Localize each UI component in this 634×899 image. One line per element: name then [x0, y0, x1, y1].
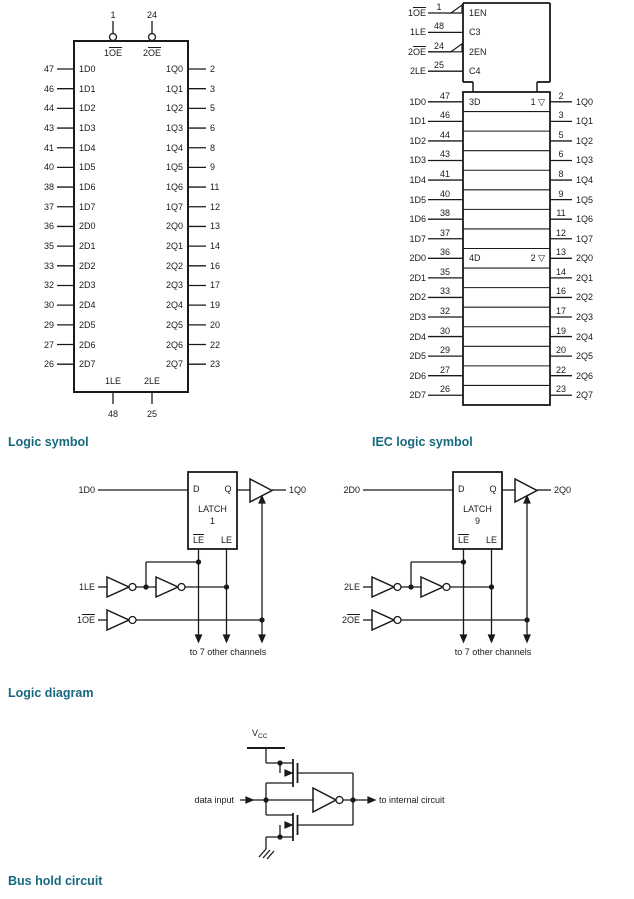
control-inner-label: C3 — [469, 27, 481, 38]
latch-name-label: LATCH — [463, 504, 492, 514]
pin-number: 32 — [439, 305, 451, 316]
latch-lebar-label: $\overline{LE}$ — [457, 535, 470, 545]
data-output-label: 1Q2 — [165, 103, 183, 114]
pin-number: 29 — [439, 345, 451, 356]
latch-le-label: LE — [485, 535, 498, 545]
pin-number: 17 — [210, 280, 221, 291]
le-input-label: 2LE — [343, 582, 360, 592]
pin-number: 43 — [43, 123, 54, 134]
pin-number: 6 — [558, 149, 564, 160]
data-output-label: 2Q0 — [576, 253, 594, 264]
control-input-label: 1LE — [409, 27, 426, 38]
pin-number: 2 — [558, 90, 564, 101]
tristate-output-label: 1 ▽ — [530, 96, 545, 107]
pin-number: 37 — [439, 227, 451, 238]
control-inner-label: 1EN — [469, 8, 487, 18]
data-input-label: 1D7 — [79, 201, 96, 212]
latch-le-label: LE — [220, 535, 233, 545]
data-input-label: 1D2 — [79, 103, 96, 114]
data-input-label: 1D3 — [409, 155, 426, 166]
top-pin-number: 24 — [146, 10, 158, 20]
data-input-label: 1D3 — [79, 123, 96, 134]
pin-number: 40 — [439, 188, 451, 199]
data-input-label: 1D6 — [79, 182, 96, 193]
data-output-label: 1Q1 — [165, 83, 183, 94]
and-dependency-label: 3D — [469, 96, 481, 107]
bus-hold-circuit-heading: Bus hold circuit — [8, 874, 103, 888]
pin-number: 47 — [439, 90, 451, 101]
pin-number: 9 — [558, 188, 564, 199]
data-output-label: 1Q6 — [576, 214, 594, 225]
pin-number: 9 — [210, 162, 216, 173]
data-output-label: 1Q1 — [576, 116, 594, 127]
data-input-label: 2D3 — [409, 311, 426, 322]
oe-input-label: $1\overline{OE}$ — [76, 615, 95, 625]
pin-number: 5 — [210, 103, 216, 114]
pin-number: 35 — [43, 241, 54, 252]
pin-number: 27 — [439, 364, 451, 375]
data-input-label: 1D5 — [409, 194, 426, 205]
pin-number: 3 — [558, 110, 564, 121]
data-input-label: 1D5 — [79, 162, 96, 173]
data-output-label: 1Q3 — [576, 155, 594, 166]
latch-number-label: 9 — [474, 516, 481, 526]
and-dependency-label: 4D — [469, 253, 481, 264]
pin-number: 46 — [439, 110, 451, 121]
bottom-pin-number: 48 — [107, 409, 119, 419]
latch-d-label: D — [458, 484, 465, 494]
internal-circuit-label: to internal circuit — [379, 795, 445, 805]
data-output-label: 1Q4 — [576, 175, 594, 186]
data-output-label: 2Q0 — [165, 221, 183, 232]
pin-number: 47 — [43, 64, 54, 74]
iec-logic-symbol-heading: IEC logic symbol — [372, 435, 473, 449]
le-pin-label: 2LE — [143, 376, 161, 386]
data-output-label: 2Q7 — [165, 359, 183, 370]
pin-number: 43 — [439, 149, 451, 160]
oe-pin-label: $2\overline{OE}$ — [142, 48, 162, 58]
control-input-label: 2LE — [409, 66, 426, 77]
data-output-label: 2Q4 — [165, 300, 183, 311]
data-input-label: 1D1 — [79, 83, 96, 94]
data-output-label: 1Q6 — [165, 182, 183, 193]
data-output-label: 2Q3 — [165, 280, 183, 291]
latch-number-label: 1 — [209, 516, 216, 526]
pin-number: 6 — [210, 123, 216, 134]
data-input-label: 1D1 — [409, 116, 426, 127]
data-input-label: 2D7 — [79, 359, 96, 370]
le-input-label: 1LE — [78, 582, 95, 592]
pin-number: 44 — [43, 103, 54, 114]
data-input-label: 1D0 — [79, 64, 96, 74]
data-input-label: 2D3 — [79, 280, 96, 291]
latch-q-label: Q — [489, 484, 497, 494]
logic-diagram-heading: Logic diagram — [8, 686, 94, 700]
pin-number: 8 — [210, 142, 216, 153]
data-output-label: 1Q3 — [165, 123, 183, 134]
latch-name-label: LATCH — [198, 504, 227, 514]
control-input-label: $1\overline{OE}$ — [407, 8, 426, 18]
data-output-label: 1Q2 — [576, 135, 594, 146]
tristate-output-label: 2 ▽ — [530, 253, 545, 264]
pin-number: 20 — [555, 345, 567, 356]
data-output-label: 2Q1 — [165, 241, 183, 252]
pin-number: 48 — [433, 21, 445, 32]
pin-number: 38 — [439, 208, 451, 219]
pin-number: 36 — [43, 221, 54, 232]
other-channels-note: to 7 other channels — [189, 647, 267, 657]
oe-input-label: $2\overline{OE}$ — [341, 615, 360, 625]
pin-number: 27 — [43, 339, 54, 350]
pin-number: 29 — [43, 319, 54, 330]
data-input-label: 2D6 — [79, 339, 96, 350]
pin-number: 30 — [43, 300, 54, 311]
pin-number: 11 — [210, 182, 220, 193]
pin-number: 33 — [43, 260, 54, 271]
pin-number: 19 — [210, 300, 221, 311]
pin-number: 22 — [210, 339, 221, 350]
pin-number: 16 — [555, 286, 567, 297]
pin-number: 12 — [210, 201, 221, 212]
data-input-label: 2D4 — [79, 300, 96, 311]
pin-number: 37 — [43, 201, 54, 212]
pin-number: 13 — [555, 247, 567, 258]
vcc-label: $V_{CC}$ — [252, 728, 268, 740]
data-output-label: 2Q6 — [576, 370, 594, 381]
pin-number: 33 — [439, 286, 451, 297]
pin-number: 41 — [43, 142, 54, 153]
data-input-label: 2D5 — [409, 351, 426, 362]
pin-number: 30 — [439, 325, 451, 336]
bottom-pin-number: 25 — [146, 409, 158, 419]
data-input-label: 1D6 — [409, 214, 426, 225]
pin-number: 8 — [558, 169, 564, 180]
latch-data-in-label: 1D0 — [78, 485, 95, 495]
pin-number: 24 — [433, 40, 445, 51]
data-input-label: 2D4 — [409, 331, 426, 342]
data-output-label: 2Q5 — [165, 319, 183, 330]
other-channels-note: to 7 other channels — [454, 647, 532, 657]
data-input-label: 1D0 — [409, 96, 426, 107]
data-input-label: 2D2 — [409, 292, 426, 303]
latch-q-label: Q — [224, 484, 232, 494]
pin-number: 16 — [210, 260, 221, 271]
pin-number: 1 — [436, 2, 442, 12]
control-inner-label: 2EN — [469, 46, 487, 57]
pin-number: 11 — [556, 208, 566, 219]
data-input-label: 1D4 — [79, 142, 96, 153]
pin-number: 2 — [210, 64, 216, 74]
pin-number: 25 — [433, 60, 445, 71]
data-output-label: 1Q5 — [165, 162, 183, 173]
pin-number: 14 — [210, 241, 221, 252]
data-output-label: 2Q6 — [165, 339, 183, 350]
pin-number: 41 — [439, 169, 451, 180]
data-input-label: data input — [194, 795, 234, 805]
control-inner-label: C4 — [469, 66, 481, 77]
data-input-label: 2D1 — [409, 272, 426, 283]
pin-number: 26 — [43, 359, 54, 370]
logic-symbol-heading: Logic symbol — [8, 435, 89, 449]
latch-d-label: D — [193, 484, 200, 494]
pin-number: 5 — [558, 129, 564, 140]
latch-data-out-label: 1Q0 — [289, 485, 307, 495]
latch-data-in-label: 2D0 — [343, 485, 360, 495]
data-output-label: 2Q2 — [576, 292, 594, 303]
data-input-label: 2D5 — [79, 319, 96, 330]
data-input-label: 2D7 — [409, 390, 426, 401]
pin-number: 13 — [210, 221, 221, 232]
data-output-label: 2Q3 — [576, 311, 594, 322]
pin-number: 14 — [555, 266, 567, 277]
pin-number: 40 — [43, 162, 54, 173]
pin-number: 22 — [555, 364, 567, 375]
control-input-label: $2\overline{OE}$ — [407, 46, 426, 57]
oe-pin-label: $1\overline{OE}$ — [103, 48, 123, 58]
data-output-label: 2Q4 — [576, 331, 594, 342]
pin-number: 44 — [439, 129, 451, 140]
data-input-label: 1D7 — [409, 233, 426, 244]
pin-number: 23 — [555, 384, 567, 395]
data-input-label: 2D2 — [79, 260, 96, 271]
data-output-label: 1Q5 — [576, 194, 594, 205]
data-input-label: 1D4 — [409, 175, 426, 186]
data-output-label: 1Q7 — [165, 201, 183, 212]
data-input-label: 2D0 — [409, 253, 426, 264]
latch-data-out-label: 2Q0 — [554, 485, 572, 495]
pin-number: 32 — [43, 280, 54, 291]
data-output-label: 2Q1 — [576, 272, 594, 283]
data-output-label: 1Q0 — [576, 96, 594, 107]
data-output-label: 2Q7 — [576, 390, 594, 401]
pin-number: 17 — [555, 305, 567, 316]
pin-number: 46 — [43, 83, 54, 94]
pin-number: 20 — [210, 319, 221, 330]
data-output-label: 1Q7 — [576, 233, 594, 244]
pin-number: 36 — [439, 247, 451, 258]
pin-number: 23 — [210, 359, 221, 370]
pin-number: 26 — [439, 384, 451, 395]
pin-number: 12 — [555, 227, 567, 238]
pin-number: 35 — [439, 266, 451, 277]
data-output-label: 1Q0 — [165, 64, 183, 74]
pin-number: 3 — [210, 83, 216, 94]
latch-lebar-label: $\overline{LE}$ — [192, 535, 205, 545]
top-pin-number: 1 — [110, 10, 116, 20]
data-output-label: 1Q4 — [165, 142, 183, 153]
data-input-label: 1D2 — [409, 135, 426, 146]
data-output-label: 2Q5 — [576, 351, 594, 362]
data-input-label: 2D0 — [79, 221, 96, 232]
pin-number: 38 — [43, 182, 54, 193]
data-output-label: 2Q2 — [165, 260, 183, 271]
le-pin-label: 1LE — [104, 376, 122, 386]
pin-number: 19 — [555, 325, 567, 336]
data-input-label: 2D6 — [409, 370, 426, 381]
data-input-label: 2D1 — [79, 241, 96, 252]
